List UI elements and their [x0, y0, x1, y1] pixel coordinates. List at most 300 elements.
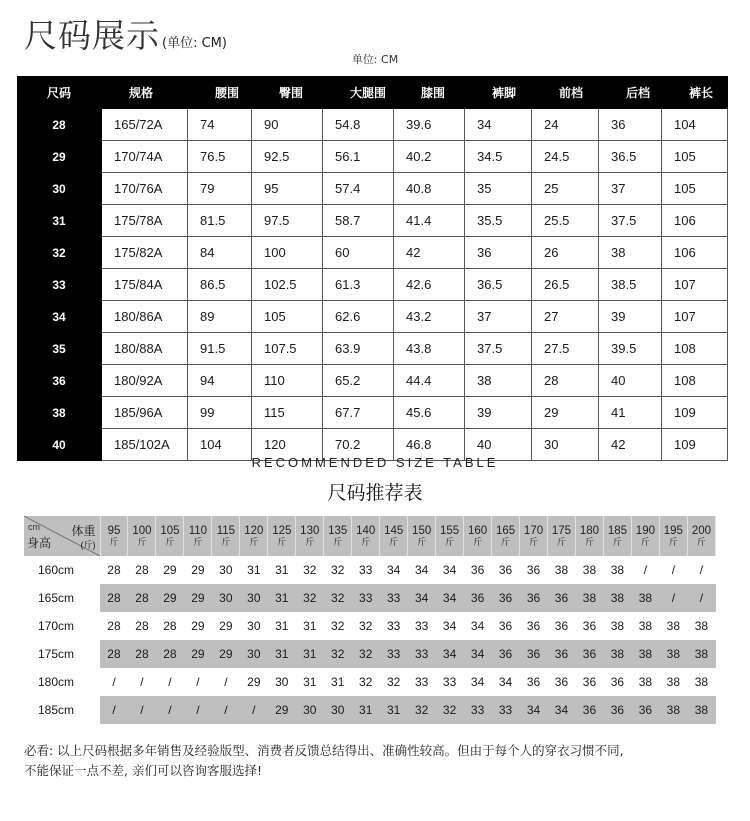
value-cell: 30	[532, 429, 599, 461]
notice-line-1: 必看: 以上尺码根据多年销售及经验版型、消费者反馈总结得出、准确性较高。但由于每个人的穿衣习惯不同,	[24, 743, 624, 758]
table-row	[24, 668, 716, 696]
weight-unit: 斤	[305, 536, 315, 547]
value-cell: 43.2	[394, 301, 465, 333]
recommended-size-cell: 30	[247, 619, 261, 633]
size-cell: 32	[18, 237, 102, 269]
value-cell: 35.5	[465, 205, 532, 237]
corner-height: 身高	[27, 536, 52, 550]
weight-value: 105	[160, 524, 180, 537]
size-table	[17, 76, 728, 461]
page-title-text: 尺码展示	[24, 16, 160, 55]
recommended-size-cell: /	[140, 675, 144, 689]
corner-cell	[24, 516, 100, 556]
notice-line-2: 不能保证一点不差, 亲们可以咨询客服选择!	[24, 763, 262, 778]
value-cell: 104	[662, 109, 728, 141]
recommended-size-cell: 32	[331, 619, 345, 633]
table-row	[18, 205, 728, 237]
recommended-size-cell: 32	[324, 584, 352, 612]
value-cell: 58.7	[323, 205, 394, 237]
recommended-size-cell: 34	[464, 640, 492, 668]
unit-subtitle: 单位: CM	[351, 53, 399, 66]
weight-header	[548, 516, 576, 556]
column-header: 大腿围	[323, 77, 394, 109]
recommended-size-cell: 36	[492, 584, 520, 612]
value-cell: 26.5	[532, 269, 599, 301]
table-row	[24, 556, 716, 584]
recommended-size-cell: 31	[303, 675, 317, 689]
recommended-size-cell: 33	[492, 696, 520, 724]
value-cell: 42	[599, 429, 662, 461]
recommended-size-cell: 38	[694, 675, 709, 689]
value-cell: 61.3	[323, 269, 394, 301]
recommended-size-cell: 36	[603, 696, 631, 724]
corner-jin: (斤)	[80, 540, 96, 550]
weight-value: 190	[635, 524, 655, 537]
value-cell: 109	[662, 397, 728, 429]
recommended-size-cell: 32	[386, 675, 401, 689]
value-cell: 79	[188, 173, 252, 205]
value-cell: 26	[532, 237, 599, 269]
recommended-size-cell: /	[128, 696, 156, 724]
size-cell: 35	[18, 333, 102, 365]
height-cell: 160cm	[38, 563, 75, 577]
weight-value: 135	[328, 524, 348, 537]
recommended-size-cell: 38	[631, 640, 659, 668]
recommended-size-cell: 36	[526, 619, 541, 633]
table-row	[24, 640, 716, 668]
table-row	[18, 269, 728, 301]
recommended-size-cell: 31	[331, 675, 345, 689]
recommended-size-cell: /	[196, 675, 200, 689]
recommended-size-cell: 30	[275, 675, 289, 689]
recommended-size-cell: 31	[275, 619, 289, 633]
value-cell: 170/74A	[102, 141, 188, 173]
weight-header	[408, 516, 436, 556]
value-cell: 70.2	[323, 429, 394, 461]
table-row	[24, 584, 716, 612]
size-cell: 31	[18, 205, 102, 237]
value-cell: 185/96A	[102, 397, 188, 429]
recommended-size-cell: 33	[464, 696, 492, 724]
recommended-size-cell: 36	[548, 640, 576, 668]
recommended-size-cell: 30	[324, 696, 352, 724]
recommended-size-cell: /	[168, 675, 172, 689]
height-cell: 180cm	[38, 675, 75, 689]
recommended-size-cell: 33	[380, 584, 408, 612]
recommended-size-cell: 34	[470, 619, 485, 633]
weight-unit: 斤	[137, 536, 147, 547]
table-row	[18, 237, 728, 269]
column-header: 后档	[599, 77, 662, 109]
recommended-size-cell: 29	[212, 640, 240, 668]
value-cell: 102.5	[252, 269, 323, 301]
recommended-size-cell: 28	[135, 619, 149, 633]
weight-value: 110	[188, 524, 208, 537]
value-cell: 39	[465, 397, 532, 429]
value-cell: 37	[599, 173, 662, 205]
recommended-size-cell: 31	[247, 563, 261, 577]
weight-header	[296, 516, 324, 556]
table-row	[18, 301, 728, 333]
weight-header	[184, 516, 212, 556]
column-header: 裤脚	[465, 77, 532, 109]
size-cell: 29	[18, 141, 102, 173]
column-header: 裤长	[662, 77, 728, 109]
unit-label: (单位: CM)	[162, 36, 227, 51]
size-cell: 38	[18, 397, 102, 429]
weight-value: 165	[495, 524, 516, 537]
recommended-size-cell: /	[687, 584, 715, 612]
value-cell: 175/78A	[102, 205, 188, 237]
value-cell: 95	[252, 173, 323, 205]
weight-header	[268, 516, 296, 556]
recommended-size-cell: 38	[603, 640, 631, 668]
weight-unit: 斤	[389, 536, 399, 547]
recommended-size-cell: 36	[582, 675, 597, 689]
recommended-size-cell: 32	[296, 584, 324, 612]
corner-cm: cm	[28, 522, 40, 532]
value-cell: 105	[252, 301, 323, 333]
value-cell: 100	[252, 237, 323, 269]
recommended-size-cell: 28	[100, 640, 128, 668]
recommended-size-cell: /	[100, 696, 128, 724]
value-cell: 180/88A	[102, 333, 188, 365]
weight-header	[464, 516, 492, 556]
recommended-size-cell: 29	[156, 584, 184, 612]
value-cell: 170/76A	[102, 173, 188, 205]
recommended-size-cell: 34	[408, 584, 436, 612]
value-cell: 40.8	[394, 173, 465, 205]
weight-unit: 斤	[361, 536, 371, 547]
weight-unit: 斤	[556, 536, 566, 547]
recommended-size-cell: 34	[498, 675, 513, 689]
value-cell: 180/92A	[102, 365, 188, 397]
value-cell: 76.5	[188, 141, 252, 173]
value-cell: 27.5	[532, 333, 599, 365]
value-cell: 43.8	[394, 333, 465, 365]
recommended-size-cell: 31	[275, 563, 289, 577]
recommended-size-cell: 36	[526, 563, 541, 577]
size-table-body	[18, 109, 728, 461]
recommended-size-cell: 32	[359, 675, 373, 689]
weight-value: 115	[216, 524, 236, 537]
recommended-size-cell: 28	[107, 619, 121, 633]
value-cell: 109	[662, 429, 728, 461]
recommended-size-cell: 30	[296, 696, 324, 724]
recommended-size-cell: 34	[548, 696, 576, 724]
value-cell: 104	[188, 429, 252, 461]
table-row	[18, 397, 728, 429]
weight-value: 175	[551, 524, 572, 537]
recommended-size-cell: 29	[184, 584, 212, 612]
recommended-size-cell: 38	[603, 584, 631, 612]
value-cell: 44.4	[394, 365, 465, 397]
weight-header	[659, 516, 687, 556]
recommended-size-cell: 30	[240, 584, 268, 612]
weight-unit: 斤	[417, 536, 427, 547]
weight-unit: 斤	[277, 536, 287, 547]
recommended-size-cell: 36	[498, 563, 513, 577]
recommended-size-cell: 31	[352, 696, 380, 724]
weight-value: 150	[412, 524, 432, 537]
recommended-size-cell: 36	[470, 563, 485, 577]
recommended-size-cell: 32	[352, 640, 380, 668]
recommended-size-cell: 38	[631, 584, 659, 612]
weight-unit: 斤	[584, 536, 594, 547]
recommended-size-cell: /	[184, 696, 212, 724]
weight-value: 130	[300, 524, 320, 537]
recommended-size-cell: 38	[687, 640, 715, 668]
weight-unit: 斤	[333, 536, 343, 547]
weight-header	[240, 516, 268, 556]
size-cell: 34	[18, 301, 102, 333]
value-cell: 40.2	[394, 141, 465, 173]
value-cell: 28	[532, 365, 599, 397]
recommended-size-cell: 28	[163, 619, 177, 633]
value-cell: 29	[532, 397, 599, 429]
value-cell: 67.7	[323, 397, 394, 429]
size-cell: 36	[18, 365, 102, 397]
weight-unit: 斤	[165, 536, 175, 547]
weight-unit: 斤	[501, 536, 511, 547]
weight-header	[603, 516, 631, 556]
recommended-size-cell: 33	[442, 675, 457, 689]
weight-unit: 斤	[473, 536, 483, 547]
recommended-size-cell: 31	[380, 696, 408, 724]
value-cell: 42	[394, 237, 465, 269]
value-cell: 60	[323, 237, 394, 269]
value-cell: 38.5	[599, 269, 662, 301]
size-cell: 28	[18, 109, 102, 141]
recommended-size-cell: 29	[184, 640, 212, 668]
recommended-size-cell: /	[156, 696, 184, 724]
recommended-size-cell: 36	[554, 675, 569, 689]
value-cell: 84	[188, 237, 252, 269]
value-cell: 89	[188, 301, 252, 333]
value-cell: 41.4	[394, 205, 465, 237]
weight-value: 195	[663, 524, 683, 537]
weight-value: 100	[132, 524, 152, 537]
value-cell: 65.2	[323, 365, 394, 397]
weight-unit: 斤	[249, 536, 259, 547]
value-cell: 92.5	[252, 141, 323, 173]
value-cell: 34.5	[465, 141, 532, 173]
recommended-size-cell: 36	[582, 619, 597, 633]
value-cell: 107	[662, 269, 728, 301]
value-cell: 36	[599, 109, 662, 141]
recommended-size-cell: /	[671, 563, 676, 577]
weight-value: 145	[384, 524, 404, 537]
table-row	[18, 333, 728, 365]
recommended-size-cell: 38	[638, 619, 653, 633]
recommended-size-cell: 28	[156, 640, 184, 668]
weight-value: 95	[107, 524, 121, 537]
weight-header	[380, 516, 408, 556]
value-cell: 46.8	[394, 429, 465, 461]
recommended-size-cell: 38	[687, 696, 715, 724]
weight-header	[492, 516, 520, 556]
recommended-size-cell: 38	[659, 640, 687, 668]
weight-value: 160	[467, 524, 488, 537]
value-cell: 37.5	[465, 333, 532, 365]
size-cell: 40	[18, 429, 102, 461]
recommended-size-cell: 36	[492, 640, 520, 668]
weight-value: 185	[607, 524, 628, 537]
weight-value: 155	[440, 524, 460, 537]
weight-value: 120	[244, 524, 264, 537]
value-cell: 56.1	[323, 141, 394, 173]
value-cell: 36.5	[465, 269, 532, 301]
weight-header	[324, 516, 352, 556]
value-cell: 39.6	[394, 109, 465, 141]
value-cell: 107	[662, 301, 728, 333]
value-cell: 108	[662, 333, 728, 365]
recommended-size-cell: 36	[520, 584, 548, 612]
column-header: 臀围	[252, 77, 323, 109]
weight-unit: 斤	[445, 536, 455, 547]
recommended-size-cell: 36	[631, 696, 659, 724]
weight-value: 170	[523, 524, 544, 537]
value-cell: 91.5	[188, 333, 252, 365]
recommended-size-cell: 32	[408, 696, 436, 724]
recommended-size-cell: 36	[498, 619, 513, 633]
recommended-size-cell: 28	[107, 563, 121, 577]
value-cell: 107.5	[252, 333, 323, 365]
value-cell: 62.6	[323, 301, 394, 333]
table-row	[18, 141, 728, 173]
column-header: 尺码	[18, 77, 102, 109]
recommended-size-cell: /	[224, 675, 228, 689]
column-header: 规格	[102, 77, 188, 109]
table-row	[18, 173, 728, 205]
value-cell: 63.9	[323, 333, 394, 365]
recommended-size-cell: 33	[414, 619, 429, 633]
recommended-size-cell: 38	[582, 563, 597, 577]
recommended-size-cell: 33	[380, 640, 408, 668]
recommended-size-cell: 32	[331, 563, 345, 577]
value-cell: 40	[599, 365, 662, 397]
weight-value: 125	[272, 524, 292, 537]
recommended-size-cell: 29	[268, 696, 296, 724]
recommended-size-cell: 36	[548, 584, 576, 612]
value-cell: 24.5	[532, 141, 599, 173]
notice	[24, 741, 729, 781]
weight-unit: 斤	[109, 536, 119, 547]
recommended-size-cell: 38	[610, 563, 625, 577]
recommended-size-cell: 38	[659, 696, 687, 724]
weight-unit: 斤	[640, 536, 650, 547]
weight-header	[352, 516, 380, 556]
recommended-size-cell: 36	[575, 696, 603, 724]
recommended-size-cell: 34	[436, 584, 464, 612]
recommended-size-cell: 31	[296, 640, 324, 668]
recommended-size-cell: 32	[303, 563, 317, 577]
recommend-table-header	[24, 516, 716, 556]
recommended-size-cell: 38	[666, 619, 681, 633]
weight-header	[687, 516, 715, 556]
value-cell: 110	[252, 365, 323, 397]
recommended-size-cell: 33	[352, 584, 380, 612]
size-cell: 30	[18, 173, 102, 205]
recommended-size-cell: /	[659, 584, 687, 612]
recommended-size-cell: 36	[554, 619, 569, 633]
recommend-table	[24, 516, 716, 724]
weight-header	[436, 516, 464, 556]
value-cell: 81.5	[188, 205, 252, 237]
recommended-size-cell: 30	[240, 640, 268, 668]
value-cell: 86.5	[188, 269, 252, 301]
value-cell: 36	[465, 237, 532, 269]
recommended-size-cell: 29	[163, 563, 177, 577]
recommended-size-cell: 30	[219, 563, 233, 577]
recommended-size-cell: 36	[610, 675, 625, 689]
column-header: 膝围	[394, 77, 465, 109]
page-title	[24, 10, 227, 57]
value-cell: 25.5	[532, 205, 599, 237]
weight-header	[156, 516, 184, 556]
recommended-size-cell: 34	[442, 563, 457, 577]
recommended-size-cell: 36	[520, 640, 548, 668]
weight-unit: 斤	[529, 536, 539, 547]
value-cell: 105	[662, 173, 728, 205]
value-cell: 39.5	[599, 333, 662, 365]
recommended-size-cell: /	[112, 675, 116, 689]
recommended-size-cell: /	[699, 563, 704, 577]
weight-unit: 斤	[696, 536, 706, 547]
value-cell: 108	[662, 365, 728, 397]
value-cell: 38	[599, 237, 662, 269]
recommend-title-en: RECOMMENDED SIZE TABLE	[251, 455, 499, 470]
height-cell: 165cm	[24, 584, 100, 612]
recommend-title-cn: 尺码推荐表	[327, 482, 423, 504]
recommended-size-cell: /	[212, 696, 240, 724]
value-cell: 99	[188, 397, 252, 429]
value-cell: 74	[188, 109, 252, 141]
value-cell: 36.5	[599, 141, 662, 173]
recommended-size-cell: 33	[414, 675, 429, 689]
value-cell: 37.5	[599, 205, 662, 237]
recommended-size-cell: 33	[408, 640, 436, 668]
recommended-size-cell: 36	[464, 584, 492, 612]
recommended-size-cell: 31	[303, 619, 317, 633]
recommended-size-cell: 29	[247, 675, 261, 689]
value-cell: 34	[465, 109, 532, 141]
recommended-size-cell: 31	[268, 584, 296, 612]
recommended-size-cell: 33	[359, 563, 373, 577]
value-cell: 57.4	[323, 173, 394, 205]
value-cell: 35	[465, 173, 532, 205]
column-header: 腰围	[188, 77, 252, 109]
size-table-header	[18, 77, 728, 109]
recommended-size-cell: 34	[436, 640, 464, 668]
value-cell: 180/86A	[102, 301, 188, 333]
value-cell: 106	[662, 237, 728, 269]
recommended-size-cell: 33	[386, 619, 401, 633]
weight-header	[128, 516, 156, 556]
value-cell: 165/72A	[102, 109, 188, 141]
size-cell: 33	[18, 269, 102, 301]
weight-unit: 斤	[668, 536, 678, 547]
weight-value: 180	[579, 524, 600, 537]
value-cell: 175/84A	[102, 269, 188, 301]
recommended-size-cell: 34	[414, 563, 429, 577]
recommended-size-cell: 38	[554, 563, 569, 577]
recommended-size-cell: 32	[436, 696, 464, 724]
weight-unit: 斤	[612, 536, 622, 547]
recommended-size-cell: 34	[470, 675, 485, 689]
value-cell: 54.8	[323, 109, 394, 141]
recommended-size-cell: 34	[442, 619, 457, 633]
